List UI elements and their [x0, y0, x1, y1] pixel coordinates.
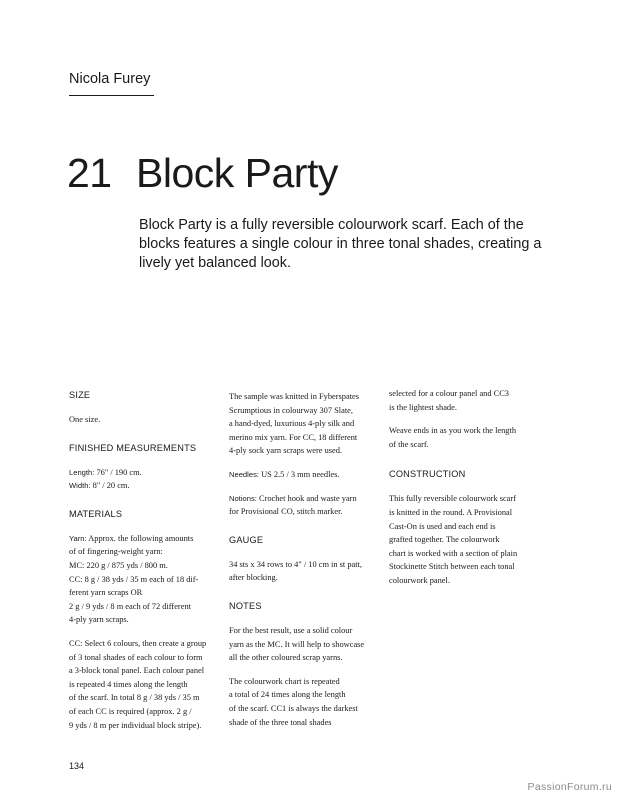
gauge-line: 34 sts x 34 rows to 4" / 10 cm in st patt,	[229, 559, 362, 569]
cc-line: of each CC is required (approx. 2 g /	[69, 706, 192, 716]
notions-line: for Provisional CO, stitch marker.	[229, 507, 343, 517]
pattern-title: Block Party	[136, 150, 338, 196]
construction-line: colourwork panel.	[389, 575, 450, 585]
sample-line: a hand-dyed, luxurious 4-ply silk and	[229, 419, 355, 429]
notes-line: of the scarf. CC1 is always the darkest	[229, 703, 358, 713]
needles-label: Needles:	[229, 469, 259, 479]
gauge-line: after blocking.	[229, 573, 278, 583]
notes-line: For the best result, use a solid colour	[229, 625, 353, 635]
yarn-line: ferent yarn scraps OR	[69, 588, 143, 598]
sample-text	[229, 390, 379, 458]
notes-line: a total of 24 times along the length	[229, 690, 346, 700]
gauge-heading: GAUGE	[229, 534, 264, 545]
yarn-line: MC: 220 g / 875 yds / 800 m.	[69, 560, 168, 570]
yarn-line: of of fingering-weight yarn:	[69, 547, 163, 557]
construction-line: Cast-On is used and each end is	[389, 521, 496, 531]
cc-line: a 3-block tonal panel. Each colour panel	[69, 666, 205, 676]
construction-text	[389, 492, 539, 587]
column-middle	[229, 390, 379, 739]
cc-line: of the scarf. In total 8 g / 38 yds / 35 m	[69, 693, 200, 703]
notes-paragraph-1	[229, 624, 379, 665]
notes-line: yarn as the MC. It will help to showcase	[229, 639, 365, 649]
needles-value: US 2.5 / 3 mm needles.	[258, 469, 340, 479]
notes-paragraph-3	[389, 424, 539, 451]
width-label: Width:	[69, 481, 91, 491]
finished-measurements-text	[69, 466, 219, 493]
notes-line: all the other coloured scrap yarns.	[229, 653, 343, 663]
notes-heading: NOTES	[229, 600, 262, 611]
needles-text	[229, 468, 379, 482]
construction-heading: CONSTRUCTION	[389, 469, 466, 480]
finished-measurements-heading: FINISHED MEASUREMENTS	[69, 442, 197, 453]
notions-line: Crochet hook and waste yarn	[256, 493, 357, 503]
yarn-line: 2 g / 9 yds / 8 m each of 72 different	[69, 601, 191, 611]
column-right	[389, 387, 539, 598]
construction-line: grafted together. The colourwork	[389, 535, 500, 545]
yarn-label: Yarn:	[69, 533, 87, 543]
width-value: 8" / 20 cm.	[92, 481, 130, 491]
notes-paragraph-2b	[389, 387, 539, 414]
yarn-text	[69, 532, 219, 627]
sample-line: merino mix yarn. For CC, 18 different	[229, 432, 358, 442]
author-name: Nicola Furey	[69, 71, 151, 87]
gauge-text	[229, 558, 379, 585]
yarn-line: CC: 8 g / 38 yds / 35 m each of 18 dif-	[69, 574, 199, 584]
page-number: 134	[69, 761, 85, 771]
cc-text	[69, 637, 219, 732]
length-label: Length:	[69, 467, 95, 477]
size-text: One size.	[69, 415, 101, 424]
sample-line: The sample was knitted in Fyberspates	[229, 392, 360, 401]
sample-line: 4-ply sock yarn scraps were used.	[229, 446, 343, 456]
notions-text	[229, 492, 379, 519]
notes-line: The colourwork chart is repeated	[229, 676, 340, 686]
construction-line: is knitted in the round. A Provisional	[389, 507, 513, 517]
cc-line: of 3 tonal shades of each colour to form	[69, 652, 203, 662]
column-left	[69, 390, 219, 742]
cc-line: 9 yds / 8 m per individual block stripe).	[69, 720, 202, 730]
construction-line: chart is worked with a section of plain	[389, 548, 518, 558]
notes-line: is the lightest shade.	[389, 402, 457, 412]
notes-paragraph-2a	[229, 675, 379, 729]
sample-line: Scrumptious in colourway 307 Slate,	[229, 405, 353, 415]
notes-line: Weave ends in as you work the length	[389, 426, 517, 436]
cc-line: is repeated 4 times along the length	[69, 679, 188, 689]
notes-line: of the scarf.	[389, 439, 429, 449]
pattern-number: 21	[67, 150, 112, 196]
construction-line: This fully reversible colourwork scarf	[389, 494, 516, 504]
size-heading: SIZE	[69, 390, 91, 400]
construction-line: Stockinette Stitch between each tonal	[389, 562, 515, 572]
notes-line: selected for a colour panel and CC3	[389, 389, 509, 398]
yarn-line: Approx. the following amounts	[86, 533, 194, 543]
cc-line: CC: Select 6 colours, then create a group	[69, 638, 207, 648]
author-underline	[69, 95, 154, 96]
materials-heading: MATERIALS	[69, 508, 123, 519]
watermark: PassionForum.ru	[527, 781, 612, 793]
notions-label: Notions:	[229, 493, 257, 503]
yarn-line: 4-ply yarn scraps.	[69, 615, 129, 625]
length-value: 76" / 190 cm.	[96, 467, 142, 477]
intro-paragraph: Block Party is a fully reversible colourwork scarf. Each of the blocks features a single colour in three tonal shades, creating a lively yet balanced look.	[139, 217, 542, 271]
notes-line: shade of the three tonal shades	[229, 717, 332, 727]
